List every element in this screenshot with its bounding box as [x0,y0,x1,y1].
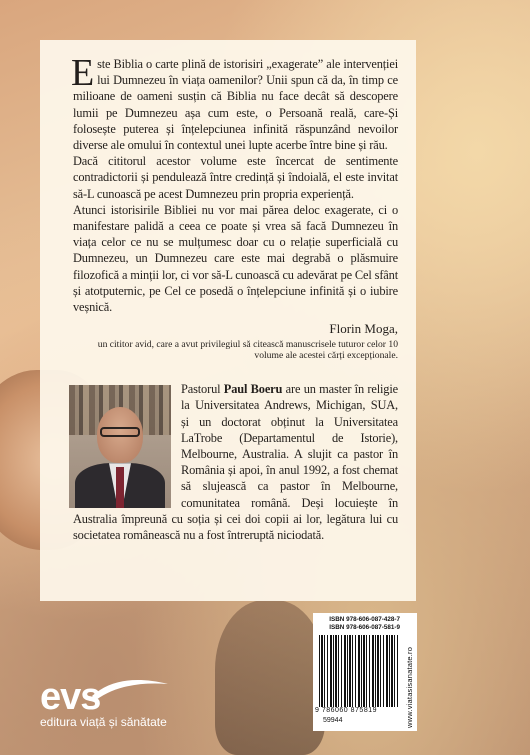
author-bio-intro: Pastorul [181,382,224,397]
author-name: Paul Boeru [223,382,283,397]
back-cover-text-panel [40,40,416,601]
author-bio-text: are un master în religie la Universitatea Andrews, Michigan, SUA, și un doctorat obținut la Universitatea LaTrobe (Departamentul de Istorie), Melbourne, Australia. A slujit ca pastor în România și apoi, în anul 1992, a fost chemat să slujească ca pastor în Melbourne, comunitatea română. Deși locuiește în Australia împreună cu soția și cei doi copii ai lor, legătura lui cu societatea românească nu a fost întreruptă niciodată. [73,382,398,543]
reviewer-name: Florin Moga, [329,321,398,337]
reviewer-description: un cititor avid, care a avut privilegiul să citească manuscrisele tuturor celor 10 volume ale acestei cărți excepționale. [97,339,398,362]
author-section [73,381,398,543]
background-illustration-person [215,600,325,755]
blurb-paragraph-1 [71,52,398,153]
website-url: www.viatasisanatate.ro [405,646,414,728]
logo-subtitle: editura viață și sănătate [40,715,167,729]
publisher-logo [40,676,167,729]
isbn-2: ISBN 978-606-087-581-9 [329,624,400,631]
drop-cap: E [71,52,95,94]
blurb-paragraph-3: Atunci istorisirile Bibliei nu vor mai părea deloc exagerate, ci o manifestare palidă a ceea ce poate și vrea să facă Dumnezeu în viața celor ce nu se mulțumesc doar cu o relație superficială cu Dumnezeu, un Dumnezeu care este mai degrabă o plăsmuire filozofică a minții lor, ci vor să-L cunoască cu adevărat pe Cel sfânt și atotputernic, pe Cel ce posedă o înțelepciune infinită și o iubire veșnică. [73,202,398,315]
barcode-digits: 9 786060 875819 [315,707,377,714]
blurb [71,52,398,315]
blurb-paragraph-2: Dacă cititorul acestor volume este încercat de sentimente contradictorii și pendulează între credință și îndoială, el este invitat să-L cunoască pe acest Dumnezeu prin propria experiență. [73,154,398,201]
logo-mark [40,676,101,718]
author-glasses [100,427,140,437]
blurb-paragraph-1-text: ste Biblia o carte plină de istorisiri „exagerate” ale intervenției lui Dumnezeu în viața oamenilor? Unii spun că da, în timp ce milioane de oameni susțin că Biblia nu face decât să descopere lumii pe Dumnezeu așa cum este, o Persoană reală, care-Și folosește puterea și înțelepciunea infinită răspunzând nevoilor diverse ale omului în contextul unei lupte acerbe între bine și rău. [73,57,398,153]
barcode-bars [319,635,399,707]
reviewer-signature [73,321,398,361]
logo-mark-text: evs [40,676,101,718]
logo-swoosh-icon [90,674,170,702]
barcode-price-code: 59944 [323,717,343,724]
barcode-box [313,613,404,731]
isbn-1: ISBN 978-606-087-428-7 [329,616,400,623]
author-photo [69,385,171,508]
author-tie [116,467,124,508]
website-strip [403,613,417,731]
